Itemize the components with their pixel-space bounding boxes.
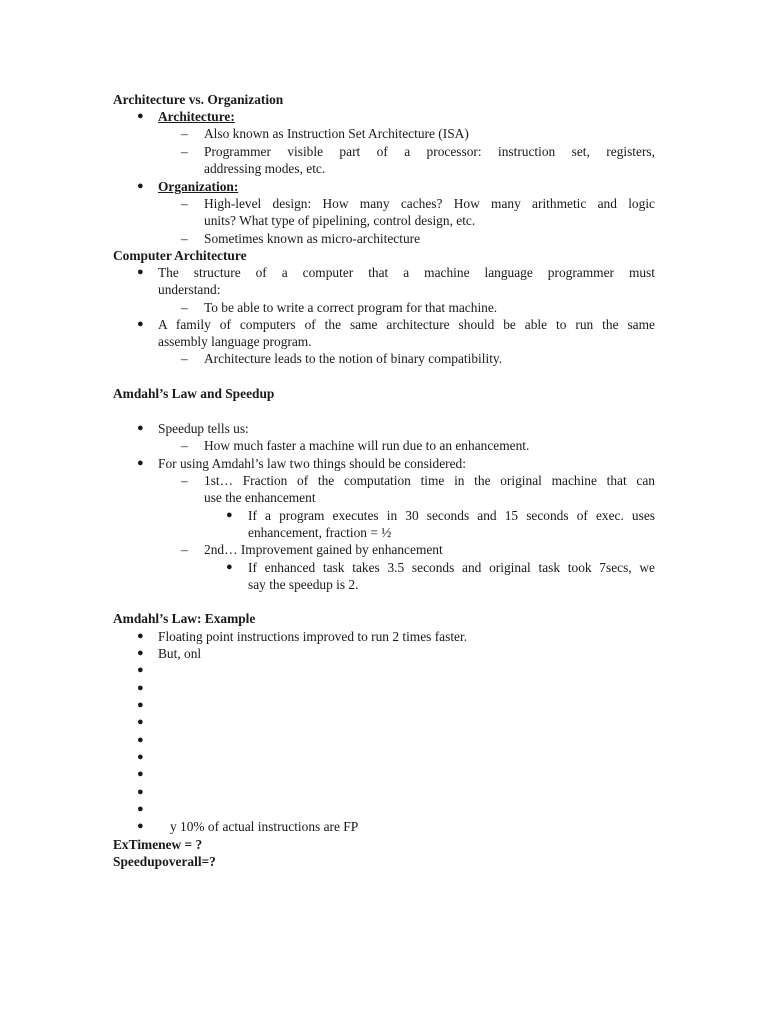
bullet-icon: ● [137, 716, 144, 728]
bullet-icon: ● [137, 318, 144, 330]
organization-label: Organization: [158, 179, 239, 194]
architecture-label: Architecture: [158, 109, 235, 124]
example-item-fp-faster: Floating point instructions improved to run 2 times faster. [158, 629, 468, 644]
extime-new-line: ExTimenew = ? [113, 837, 203, 852]
amdahl-item-first: 1st… Fraction of the computation time in the original machine that can [204, 473, 655, 488]
amdahl-item-30-seconds-cont: enhancement, fraction = ½ [248, 525, 392, 540]
bullet-icon: ● [226, 509, 233, 521]
speedup-overall-line: Speedupoverall=? [113, 854, 216, 869]
bullet-icon: ● [137, 457, 144, 469]
bullet-icon: ● [137, 630, 144, 642]
amdahl-item-two-things: For using Amdahl’s law two things should be considered: [158, 456, 466, 471]
bullet-icon: ● [226, 561, 233, 573]
bullet-icon: ● [137, 266, 144, 278]
organization-item-micro: Sometimes known as micro-architecture [204, 231, 421, 246]
bullet-icon: ● [137, 734, 144, 746]
computer-arch-item-structure: The structure of a computer that a machine language programmer must [158, 265, 655, 280]
architecture-item-visible-part: Programmer visible part of a processor: instruction set, registers, [204, 144, 655, 159]
dash-icon: – [181, 438, 188, 453]
amdahl-item-speedup-tells: Speedup tells us: [158, 421, 249, 436]
amdahl-item-enhanced-task-cont: say the speedup is 2. [248, 577, 359, 592]
organization-item-high-level: High-level design: How many caches? How many arithmetic and logic [204, 196, 655, 211]
bullet-icon: ● [137, 682, 144, 694]
bullet-icon: ● [137, 786, 144, 798]
bullet-icon: ● [137, 768, 144, 780]
example-item-ten-percent: y 10% of actual instructions are FP [170, 819, 359, 834]
amdahl-item-how-much-faster: How much faster a machine will run due to an enhancement. [204, 438, 530, 453]
example-item-but-only: But, onl [158, 646, 202, 661]
bullet-icon: ● [137, 751, 144, 763]
computer-arch-item-correct-program: To be able to write a correct program for that machine. [204, 300, 498, 315]
computer-arch-item-binary-compat: Architecture leads to the notion of binary compatibility. [204, 351, 503, 366]
bullet-icon: ● [137, 664, 144, 676]
dash-icon: – [181, 126, 188, 141]
heading-amdahls-law-speedup: Amdahl’s Law and Speedup [113, 386, 275, 401]
bullet-icon: ● [137, 110, 144, 122]
dash-icon: – [181, 231, 188, 246]
dash-icon: – [181, 473, 188, 488]
dash-icon: – [181, 351, 188, 366]
bullet-icon: ● [137, 803, 144, 815]
amdahl-item-30-seconds: If a program executes in 30 seconds and 15 seconds of exec. uses [248, 508, 655, 523]
bullet-icon: ● [137, 647, 144, 659]
dash-icon: – [181, 300, 188, 315]
bullet-icon: ● [137, 820, 144, 832]
bullet-icon: ● [137, 422, 144, 434]
heading-amdahls-law-example: Amdahl’s Law: Example [113, 611, 256, 626]
bullet-icon: ● [137, 699, 144, 711]
dash-icon: – [181, 196, 188, 211]
architecture-item-visible-part-cont: addressing modes, etc. [204, 161, 326, 176]
bullet-icon: ● [137, 180, 144, 192]
computer-arch-item-family-cont: assembly language program. [158, 334, 312, 349]
dash-icon: – [181, 144, 188, 159]
amdahl-item-enhanced-task: If enhanced task takes 3.5 seconds and original task took 7secs, we [248, 560, 655, 575]
dash-icon: – [181, 542, 188, 557]
amdahl-item-second: 2nd… Improvement gained by enhancement [204, 542, 443, 557]
organization-item-high-level-cont: units? What type of pipelining, control design, etc. [204, 213, 476, 228]
amdahl-item-first-cont: use the enhancement [204, 490, 316, 505]
computer-arch-item-family: A family of computers of the same architecture should be able to run the same [158, 317, 655, 332]
heading-computer-architecture: Computer Architecture [113, 248, 247, 263]
architecture-item-isa: Also known as Instruction Set Architecture (ISA) [204, 126, 469, 141]
computer-arch-item-structure-cont: understand: [158, 282, 221, 297]
heading-architecture-vs-organization: Architecture vs. Organization [113, 92, 284, 107]
